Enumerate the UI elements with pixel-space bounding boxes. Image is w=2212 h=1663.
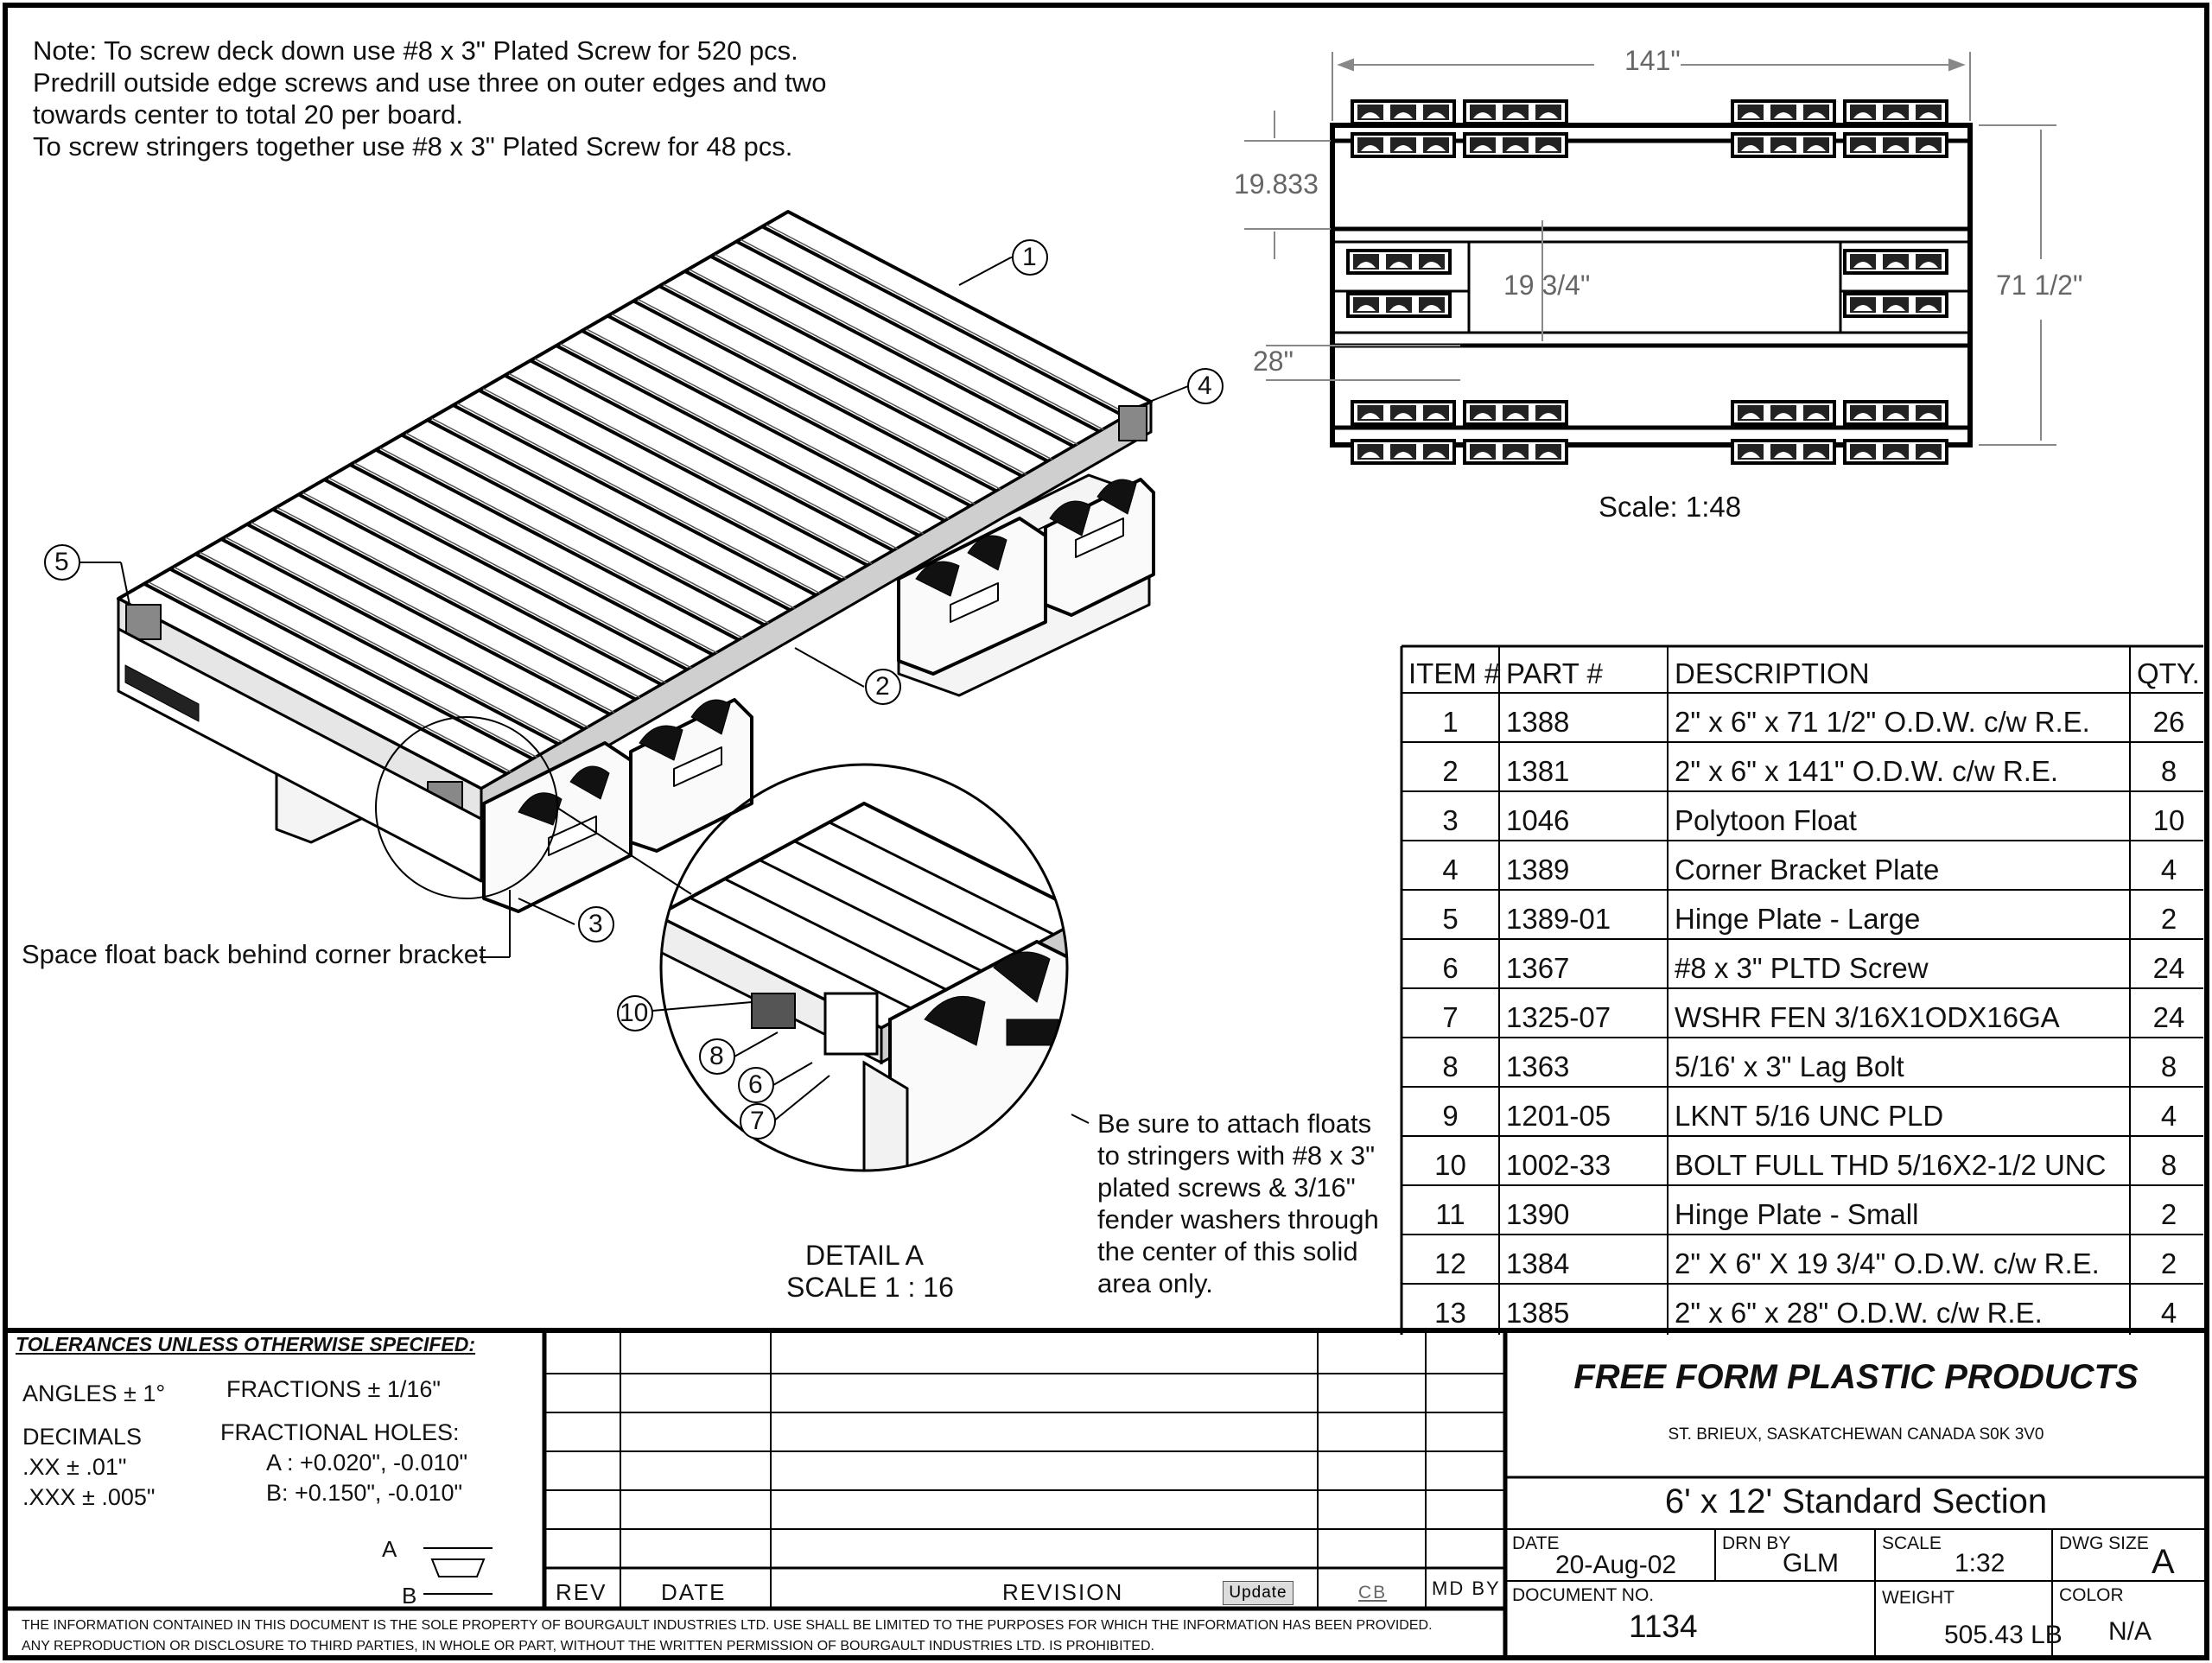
- attach-line: Be sure to attach floats: [1097, 1108, 1372, 1139]
- dwg-size-value: A: [2152, 1543, 2175, 1581]
- bom-header: ITEM #: [1408, 657, 1501, 689]
- bom-cell: 4: [2160, 1297, 2177, 1329]
- bom-header: PART #: [1506, 657, 1603, 689]
- bom-cell: 1390: [1506, 1198, 1570, 1230]
- note-line: towards center to total 20 per board.: [33, 99, 464, 130]
- bom-cell: 1385: [1506, 1297, 1570, 1329]
- scale-label: SCALE: [1882, 1533, 1942, 1553]
- bom-cell: 5: [1442, 903, 1459, 935]
- tol-decimals: DECIMALS: [22, 1424, 143, 1450]
- bom-cell: 9: [1442, 1100, 1459, 1132]
- bom-cell: 1389-01: [1506, 903, 1611, 935]
- tol-label-a: A: [382, 1536, 397, 1562]
- callout-7: 7: [750, 1107, 765, 1135]
- callout-8: 8: [709, 1042, 724, 1070]
- bom-cell: 5/16' x 3" Lag Bolt: [1675, 1050, 1904, 1082]
- bom-cell: 2" x 6" x 28" O.D.W. c/w R.E.: [1675, 1297, 2043, 1329]
- bom-cell: 12: [1434, 1247, 1466, 1279]
- company-name: FREE FORM PLASTIC PRODUCTS: [1573, 1358, 2139, 1396]
- bom-cell: BOLT FULL THD 5/16X2-1/2 UNC: [1675, 1149, 2107, 1181]
- rev-header: REV: [556, 1579, 607, 1605]
- plan-view: [1244, 52, 2056, 463]
- rev-date-header: DATE: [661, 1579, 727, 1605]
- bom-cell: 1201-05: [1506, 1100, 1611, 1132]
- callout-5: 5: [54, 548, 69, 576]
- bom-cell: 8: [1442, 1050, 1459, 1082]
- attach-line: to stringers with #8 x 3": [1097, 1140, 1376, 1171]
- bom-cell: Hinge Plate - Small: [1675, 1198, 1919, 1230]
- company-address: ST. BRIEUX, SASKATCHEWAN CANADA S0K 3V0: [1668, 1425, 2044, 1444]
- doc-no-value: 1134: [1629, 1609, 1698, 1644]
- tol-hole-b: B: +0.150", -0.010": [266, 1480, 463, 1506]
- attach-line: plated screws & 3/16": [1097, 1172, 1356, 1203]
- bom-cell: 4: [2160, 854, 2177, 885]
- update-button[interactable]: Update: [1223, 1581, 1294, 1605]
- note-line: To screw stringers together use #8 x 3" Plated Screw for 48 pcs.: [33, 131, 793, 162]
- attach-line: fender washers through: [1097, 1204, 1379, 1235]
- tol-fractions: FRACTIONS ± 1/16": [226, 1376, 441, 1402]
- tol-angles: ANGLES ± 1°: [22, 1381, 166, 1406]
- bom-cell: 2" x 6" x 71 1/2" O.D.W. c/w R.E.: [1675, 706, 2090, 738]
- callout-2: 2: [875, 672, 890, 701]
- dim-width: 71 1/2": [1996, 270, 2083, 301]
- drawing-title: 6' x 12' Standard Section: [1664, 1482, 2048, 1520]
- bom-cell: 1381: [1506, 755, 1570, 787]
- tol-fractional-holes: FRACTIONAL HOLES:: [220, 1419, 460, 1445]
- dwg-size-label: DWG SIZE: [2059, 1533, 2149, 1553]
- bom-cell: 11: [1435, 1198, 1465, 1230]
- bom-cell: 2" X 6" X 19 3/4" O.D.W. c/w R.E.: [1675, 1247, 2100, 1279]
- bom-header: DESCRIPTION: [1675, 657, 1870, 689]
- tol-xx: .XX ± .01": [22, 1454, 127, 1480]
- tolerances-heading: TOLERANCES UNLESS OTHERWISE SPECIFED:: [16, 1333, 476, 1355]
- drn-label: DRN BY: [1722, 1533, 1791, 1553]
- bom-cell: 7: [1442, 1001, 1459, 1033]
- tol-hole-a: A : +0.020", -0.010": [266, 1450, 468, 1476]
- color-value: N/A: [2108, 1617, 2152, 1646]
- scale-value: 1:32: [1955, 1549, 2005, 1577]
- detail-a-title: DETAIL A: [805, 1240, 924, 1271]
- bom-cell: LKNT 5/16 UNC PLD: [1675, 1100, 1944, 1132]
- bom-cell: Hinge Plate - Large: [1675, 903, 1921, 935]
- bom-cell: 2: [2160, 903, 2177, 935]
- general-note: [33, 35, 827, 162]
- tol-xxx: .XXX ± .005": [22, 1484, 156, 1510]
- dim-length: 141": [1624, 45, 1681, 76]
- tol-label-b: B: [402, 1583, 417, 1609]
- doc-no-label: DOCUMENT NO.: [1512, 1585, 1655, 1605]
- callout-1: 1: [1022, 243, 1037, 271]
- weight-value: 505.43 LB: [1944, 1621, 2063, 1649]
- bom-cell: 2: [1442, 755, 1459, 787]
- space-float-note: Space float back behind corner bracket: [22, 939, 486, 969]
- corner-bracket-left: [126, 605, 161, 639]
- isometric-dock-view: [118, 212, 1154, 911]
- attach-floats-note: [1097, 1108, 1379, 1299]
- bom-cell: 10: [1434, 1149, 1466, 1181]
- disclaimer-line-2: ANY REPRODUCTION OR DISCLOSURE TO THIRD PARTIES, IN WHOLE OR PART, WITHOUT THE WRITTEN PERMISSION OF BOURGAULT INDUSTRIES LTD. IS PROHIBITED.: [22, 1639, 1154, 1653]
- attach-line: the center of this solid: [1097, 1236, 1358, 1266]
- bom-header: QTY.: [2137, 657, 2200, 689]
- bom-cell: 1046: [1506, 804, 1570, 836]
- callout-6: 6: [748, 1070, 763, 1099]
- bom-cell: Corner Bracket Plate: [1675, 854, 1940, 885]
- dim-19833: 19.833: [1234, 168, 1319, 200]
- callout-4: 4: [1198, 371, 1212, 400]
- bom-cell: Polytoon Float: [1675, 804, 1857, 836]
- bom-cell: 24: [2152, 1001, 2185, 1033]
- bom-cell: 2: [2160, 1247, 2177, 1279]
- dim-28: 28": [1253, 346, 1294, 377]
- bom-cell: 8: [2160, 1050, 2177, 1082]
- bom-cell: 1: [1442, 706, 1459, 738]
- corner-bracket-right: [1119, 406, 1147, 441]
- disclaimer-line-1: THE INFORMATION CONTAINED IN THIS DOCUMENT IS THE SOLE PROPERTY OF BOURGAULT INDUSTRIES LTD. USE SHALL BE LIMITED TO THE PURPOSES FOR WHICH THE INFORMATION HAS BEEN PROVIDED.: [22, 1618, 1433, 1633]
- bom-cell: 1363: [1506, 1050, 1570, 1082]
- bom-cell: 1384: [1506, 1247, 1570, 1279]
- note-line: Note: To screw deck down use #8 x 3" Plated Screw for 520 pcs.: [33, 35, 798, 66]
- bom-cell: 26: [2152, 706, 2185, 738]
- detail-a-scale: SCALE 1 : 16: [786, 1272, 954, 1303]
- color-label: COLOR: [2059, 1585, 2124, 1605]
- bom-cell: 3: [1442, 804, 1459, 836]
- bom-cell: 8: [2160, 755, 2177, 787]
- plan-scale: Scale: 1:48: [1599, 491, 1742, 523]
- revision-header: REVISION: [1002, 1579, 1124, 1605]
- attach-line: area only.: [1097, 1268, 1213, 1298]
- callout-10: 10: [620, 999, 649, 1027]
- drn-value: GLM: [1783, 1549, 1840, 1577]
- bom-cell: 24: [2152, 952, 2185, 984]
- bom-cell: 6: [1442, 952, 1459, 984]
- bom-cell: 2: [2160, 1198, 2177, 1230]
- bom-cell: 1389: [1506, 854, 1570, 885]
- date-label: DATE: [1512, 1533, 1560, 1553]
- note-line: Predrill outside edge screws and use three on outer edges and two: [33, 67, 827, 98]
- callout-3: 3: [588, 910, 603, 938]
- bom-cell: #8 x 3" PLTD Screw: [1675, 952, 1929, 984]
- bom-cell: 13: [1434, 1297, 1466, 1329]
- cb-header: CB: [1358, 1583, 1388, 1603]
- bom-cell: 1002-33: [1506, 1149, 1611, 1181]
- bom-cell: 1325-07: [1506, 1001, 1611, 1033]
- bom-cell: 10: [2152, 804, 2185, 836]
- detail-a-view: [657, 765, 1089, 1192]
- dim-19-3-4: 19 3/4": [1503, 270, 1591, 301]
- bom-cell: 1367: [1506, 952, 1570, 984]
- bom-cell: 8: [2160, 1149, 2177, 1181]
- bom-cell: WSHR FEN 3/16X1ODX16GA: [1675, 1001, 2060, 1033]
- bom-cell: 1388: [1506, 706, 1570, 738]
- md-by-header: MD BY: [1432, 1577, 1501, 1599]
- bom-grid: [1402, 646, 2203, 1335]
- weight-label: WEIGHT: [1882, 1588, 1955, 1608]
- bom-cell: 4: [2160, 1100, 2177, 1132]
- date-value: 20-Aug-02: [1555, 1551, 1677, 1579]
- bom-cell: 4: [1442, 854, 1459, 885]
- bom-cell: 2" x 6" x 141" O.D.W. c/w R.E.: [1675, 755, 2059, 787]
